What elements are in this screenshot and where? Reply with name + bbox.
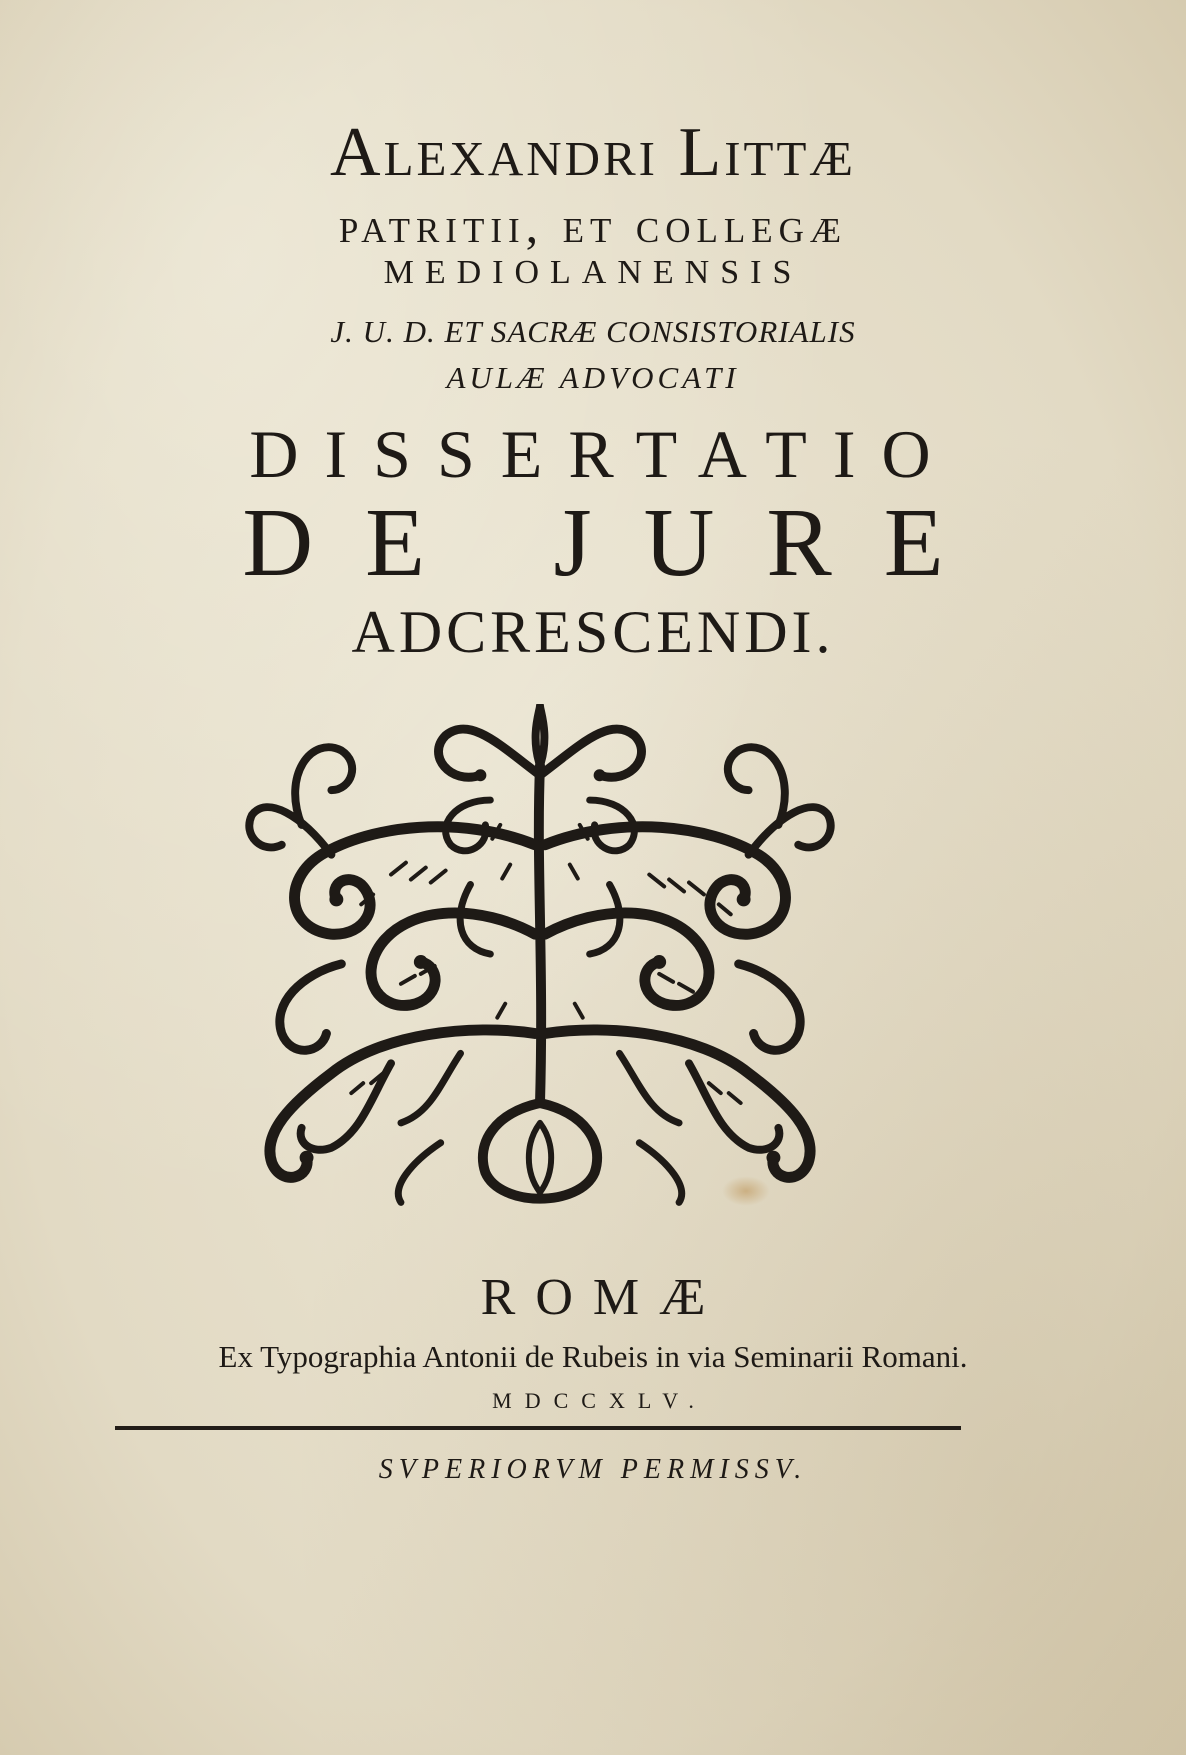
imprint-printer: Ex Typographia Antonii de Rubeis in via Seminarii Romani.: [218, 1339, 968, 1374]
author-title-line: patritii, et collegæ: [338, 197, 848, 253]
acanthus-fleuron-ornament-icon: [242, 704, 838, 1214]
work-title-line-3: ADCRESCENDI.: [351, 599, 835, 665]
imprint-year: MDCCXLV.: [492, 1388, 707, 1413]
permission-line: SVPERIORVM PERMISSV.: [378, 1454, 808, 1485]
imprint-place: ROMÆ: [480, 1269, 726, 1326]
author-city-line: MEDIOLANENSIS: [383, 254, 803, 291]
work-title-line-2: DE JURE: [242, 489, 996, 597]
credentials-line-1: J. U. D. ET SACRÆ CONSISTORIALIS: [330, 314, 856, 349]
horizontal-rule: [115, 1426, 961, 1430]
author-name: Alexandri Littæ: [330, 114, 856, 191]
work-title-line-1: DISSERTATIO: [249, 416, 957, 492]
credentials-line-2: AULÆ ADVOCATI: [446, 360, 740, 395]
paper-stain: [722, 1176, 770, 1206]
